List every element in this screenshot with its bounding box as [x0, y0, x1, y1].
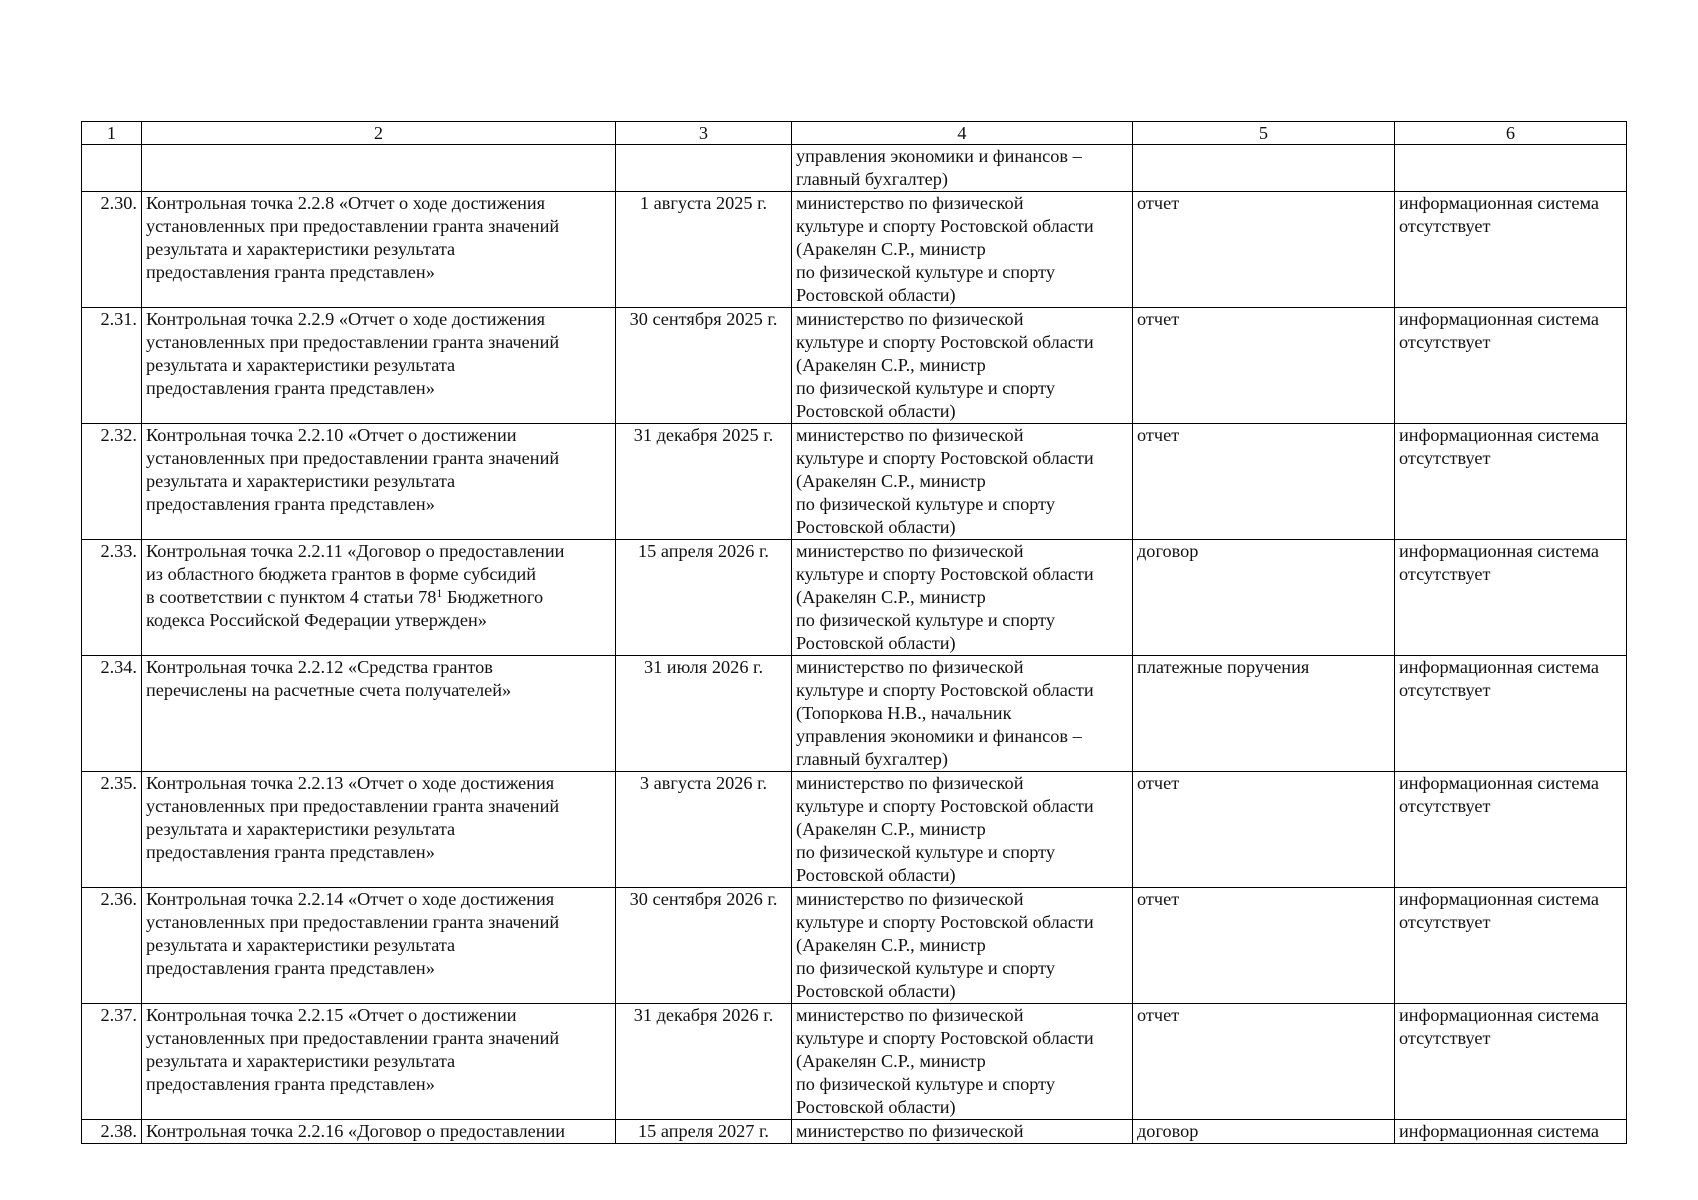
row-information-system: информационная система отсутствует [1395, 192, 1627, 308]
row-responsible: министерство по физической культуре и спорту Ростовской области (Аракелян С.Р., министр по физической культуре и спорту Ростовской области) [792, 308, 1133, 424]
row-description [142, 145, 616, 192]
row-number: 2.36. [82, 888, 142, 1004]
column-header-3: 3 [616, 122, 792, 145]
row-information-system [1395, 145, 1627, 192]
document-page [81, 121, 1626, 1144]
row-description: Контрольная точка 2.2.14 «Отчет о ходе достижения установленных при предоставлении гранта значений результата и характеристики результата предоставления гранта представлен» [142, 888, 616, 1004]
row-date: 31 июля 2026 г. [616, 656, 792, 772]
row-number: 2.32. [82, 424, 142, 540]
table-row [82, 656, 1627, 772]
row-information-system: информационная система отсутствует [1395, 772, 1627, 888]
row-responsible: управления экономики и финансов – главный бухгалтер) [792, 145, 1133, 192]
row-description: Контрольная точка 2.2.13 «Отчет о ходе достижения установленных при предоставлении гранта значений результата и характеристики результата предоставления гранта представлен» [142, 772, 616, 888]
row-document-type: платежные поручения [1133, 656, 1395, 772]
row-description: Контрольная точка 2.2.16 «Договор о предоставлении [142, 1120, 616, 1144]
row-document-type: отчет [1133, 424, 1395, 540]
row-responsible: министерство по физической культуре и спорту Ростовской области (Аракелян С.Р., министр по физической культуре и спорту Ростовской области) [792, 1004, 1133, 1120]
row-description: Контрольная точка 2.2.9 «Отчет о ходе достижения установленных при предоставлении гранта значений результата и характеристики результата предоставления гранта представлен» [142, 308, 616, 424]
row-information-system: информационная система отсутствует [1395, 424, 1627, 540]
table-row [82, 192, 1627, 308]
row-document-type: отчет [1133, 192, 1395, 308]
row-date: 15 апреля 2027 г. [616, 1120, 792, 1144]
row-number: 2.31. [82, 308, 142, 424]
row-document-type: отчет [1133, 772, 1395, 888]
row-document-type: договор [1133, 540, 1395, 656]
row-number: 2.30. [82, 192, 142, 308]
row-number: 2.35. [82, 772, 142, 888]
table-header-row [82, 122, 1627, 145]
superscript-index: 1 [436, 586, 443, 600]
row-number: 2.33. [82, 540, 142, 656]
row-number: 2.34. [82, 656, 142, 772]
row-information-system: информационная система отсутствует [1395, 888, 1627, 1004]
table-row [82, 540, 1627, 656]
row-date: 30 сентября 2026 г. [616, 888, 792, 1004]
table-row [82, 1120, 1627, 1144]
row-information-system: информационная система отсутствует [1395, 308, 1627, 424]
row-responsible: министерство по физической культуре и спорту Ростовской области (Аракелян С.Р., министр по физической культуре и спорту Ростовской области) [792, 424, 1133, 540]
row-date: 15 апреля 2026 г. [616, 540, 792, 656]
table-row [82, 888, 1627, 1004]
row-date: 3 августа 2026 г. [616, 772, 792, 888]
row-number [82, 145, 142, 192]
row-document-type: отчет [1133, 888, 1395, 1004]
table-row [82, 424, 1627, 540]
column-header-1: 1 [82, 122, 142, 145]
row-date [616, 145, 792, 192]
row-description: Контрольная точка 2.2.8 «Отчет о ходе достижения установленных при предоставлении гранта значений результата и характеристики результата предоставления гранта представлен» [142, 192, 616, 308]
row-information-system: информационная система отсутствует [1395, 656, 1627, 772]
column-header-6: 6 [1395, 122, 1627, 145]
table-row [82, 308, 1627, 424]
row-responsible: министерство по физической [792, 1120, 1133, 1144]
row-document-type [1133, 145, 1395, 192]
row-responsible: министерство по физической культуре и спорту Ростовской области (Аракелян С.Р., министр по физической культуре и спорту Ростовской области) [792, 888, 1133, 1004]
table-row [82, 1004, 1627, 1120]
row-date: 1 августа 2025 г. [616, 192, 792, 308]
column-header-2: 2 [142, 122, 616, 145]
row-date: 31 декабря 2025 г. [616, 424, 792, 540]
row-description: Контрольная точка 2.2.10 «Отчет о достижении установленных при предоставлении гранта значений результата и характеристики результата предоставления гранта представлен» [142, 424, 616, 540]
row-description [142, 540, 616, 656]
row-number: 2.38. [82, 1120, 142, 1144]
column-header-4: 4 [792, 122, 1133, 145]
row-document-type: отчет [1133, 308, 1395, 424]
row-number: 2.37. [82, 1004, 142, 1120]
row-responsible: министерство по физической культуре и спорту Ростовской области (Аракелян С.Р., министр по физической культуре и спорту Ростовской области) [792, 192, 1133, 308]
row-information-system: информационная система [1395, 1120, 1627, 1144]
row-document-type: договор [1133, 1120, 1395, 1144]
row-responsible: министерство по физической культуре и спорту Ростовской области (Топоркова Н.В., начальник управления экономики и финансов – главный бухгалтер) [792, 656, 1133, 772]
row-description: Контрольная точка 2.2.12 «Средства грантов перечислены на расчетные счета получателей» [142, 656, 616, 772]
row-description: Контрольная точка 2.2.15 «Отчет о достижении установленных при предоставлении гранта значений результата и характеристики результата предоставления гранта представлен» [142, 1004, 616, 1120]
description-text-part: Бюджетного кодекса Российской Федерации утвержден» [146, 587, 544, 630]
row-information-system: информационная система отсутствует [1395, 1004, 1627, 1120]
row-information-system: информационная система отсутствует [1395, 540, 1627, 656]
row-document-type: отчет [1133, 1004, 1395, 1120]
column-header-5: 5 [1133, 122, 1395, 145]
row-responsible: министерство по физической культуре и спорту Ростовской области (Аракелян С.Р., министр по физической культуре и спорту Ростовской области) [792, 772, 1133, 888]
control-points-table [81, 121, 1627, 1144]
row-date: 31 декабря 2026 г. [616, 1004, 792, 1120]
description-text-part: Контрольная точка 2.2.11 «Договор о предоставлении из областного бюджета грантов в форме субсидий в соответствии с пунктом 4 статьи 78 [146, 541, 565, 607]
row-responsible: министерство по физической культуре и спорту Ростовской области (Аракелян С.Р., министр по физической культуре и спорту Ростовской области) [792, 540, 1133, 656]
row-date: 30 сентября 2025 г. [616, 308, 792, 424]
table-row [82, 145, 1627, 192]
table-row [82, 772, 1627, 888]
